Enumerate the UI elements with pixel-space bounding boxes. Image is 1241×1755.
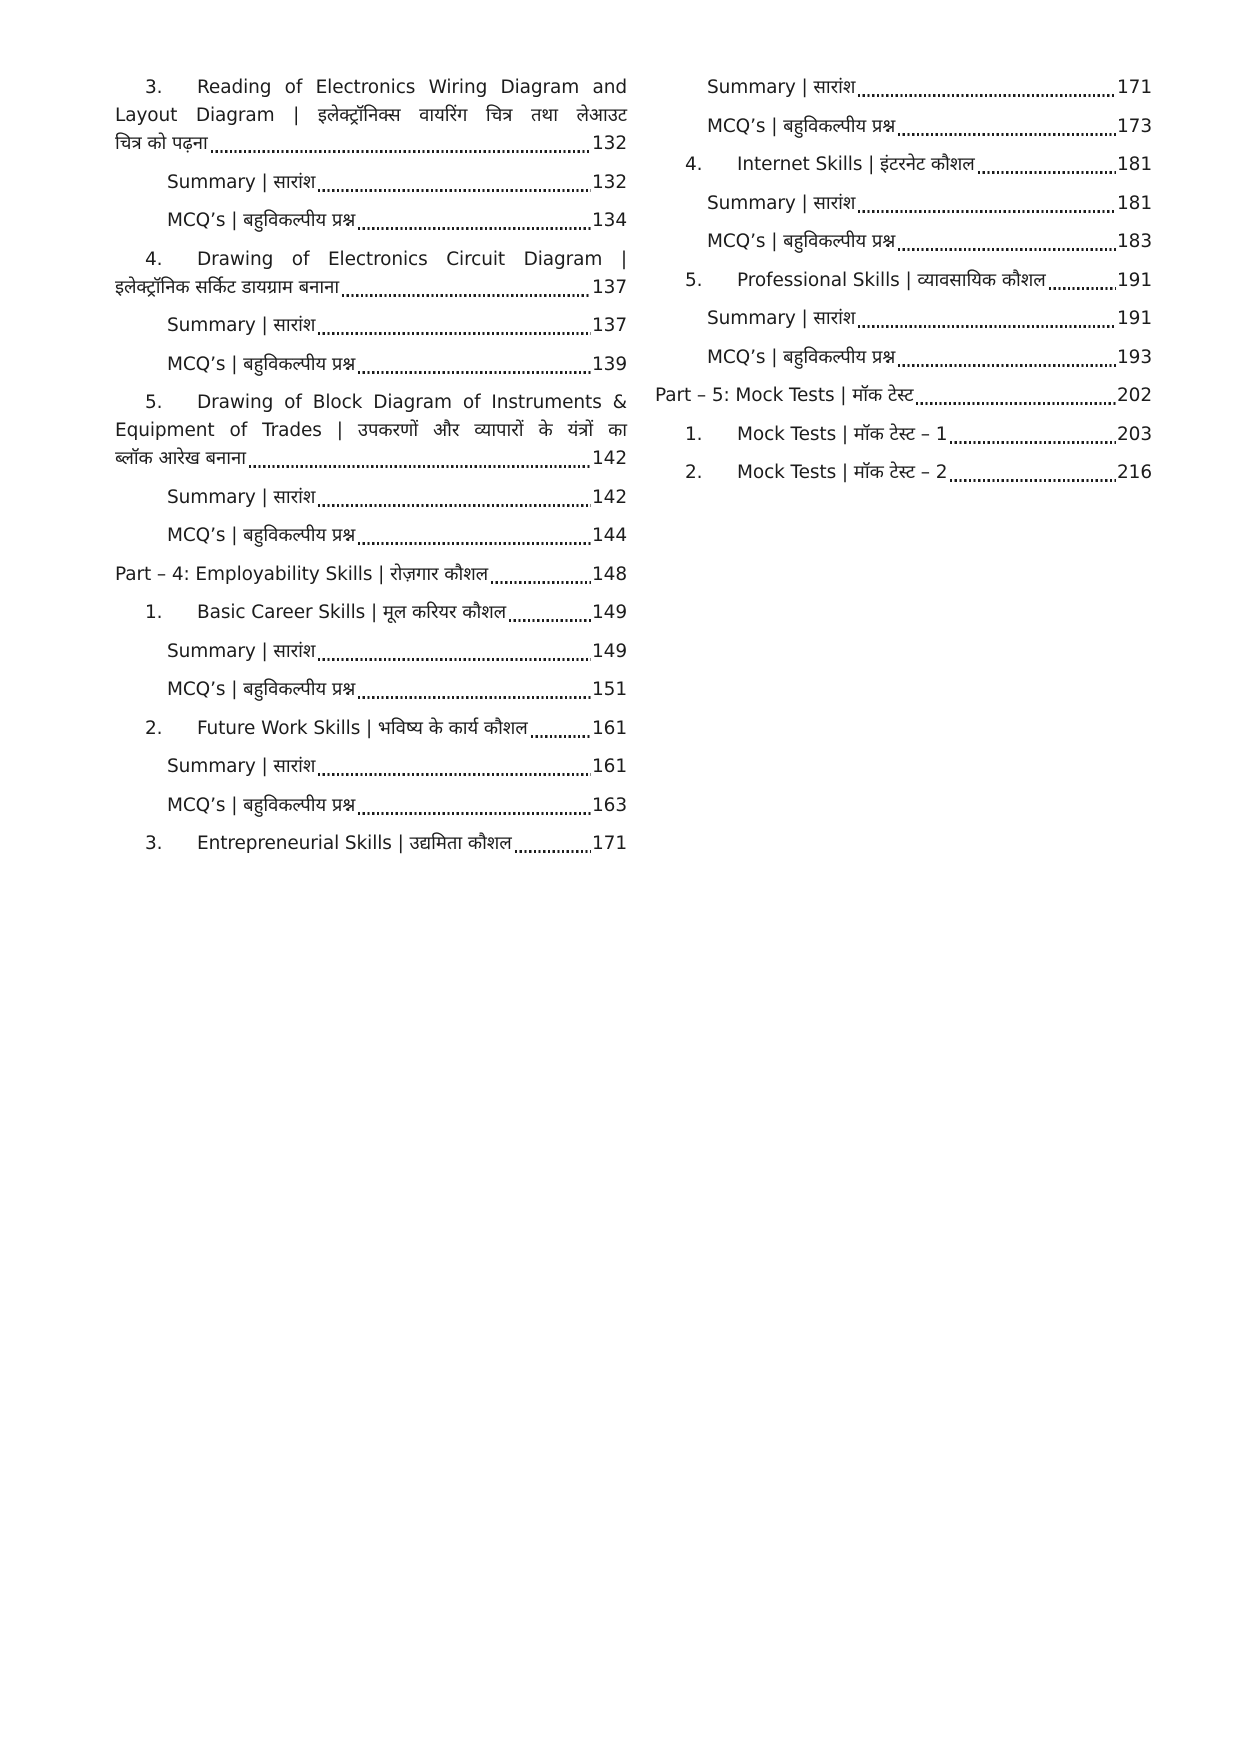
toc-line xyxy=(115,561,627,589)
chapter-number: 1. xyxy=(145,602,163,623)
entry-text: Summary | सारांश xyxy=(707,308,856,329)
dot-leader xyxy=(858,325,1116,328)
dot-leader xyxy=(318,332,591,335)
toc-line xyxy=(115,389,627,417)
toc-line xyxy=(167,792,627,820)
toc-section-entry xyxy=(655,190,1152,218)
toc-line xyxy=(167,207,627,235)
page-number: 173 xyxy=(1116,115,1152,137)
dot-leader xyxy=(358,696,591,699)
chapter-number: 1. xyxy=(685,423,703,445)
toc-line xyxy=(115,102,627,130)
toc-section-entry xyxy=(115,522,627,550)
entry-text: Drawing of Block Diagram of Instruments & xyxy=(197,392,627,413)
toc-section-entry xyxy=(115,753,627,781)
entry-text: Basic Career Skills | मूल करियर कौशल xyxy=(197,602,507,623)
toc-line xyxy=(707,113,1152,141)
toc-line xyxy=(115,830,627,858)
entry-text: Summary | सारांश xyxy=(707,77,856,98)
entry-text: Layout Diagram | इलेक्ट्रॉनिक्स वायरिंग चित्र तथा लेआउट xyxy=(115,105,627,126)
entry-text: Future Work Skills | भविष्य के कार्य कौशल xyxy=(197,717,528,739)
toc-section-entry xyxy=(655,344,1152,372)
entry-text: MCQ’s | बहुविकल्पीय प्रश्न xyxy=(167,525,356,546)
entry-text: Summary | सारांश xyxy=(167,640,316,662)
dot-leader xyxy=(358,371,591,374)
page-number: 139 xyxy=(591,353,627,375)
dot-leader xyxy=(211,150,591,153)
page-number: 149 xyxy=(591,640,627,662)
toc-line xyxy=(707,228,1152,256)
chapter-number: 2. xyxy=(145,717,163,739)
dot-leader xyxy=(509,619,591,622)
dot-leader xyxy=(342,294,591,297)
dot-leader xyxy=(318,773,591,776)
toc-chapter-entry xyxy=(655,267,1152,295)
entry-text: Entrepreneurial Skills | उद्यमिता कौशल xyxy=(197,833,512,854)
toc-line xyxy=(167,638,627,666)
page-number: 181 xyxy=(1116,192,1152,214)
toc-section-entry xyxy=(655,305,1152,333)
toc-line xyxy=(167,312,627,340)
toc-section-entry xyxy=(115,792,627,820)
toc-line xyxy=(115,274,627,302)
toc-chapter-entry xyxy=(115,830,627,858)
toc-line xyxy=(115,445,627,473)
entry-text: MCQ’s | बहुविकल्पीय प्रश्न xyxy=(167,353,356,375)
toc-chapter-entry xyxy=(115,599,627,627)
toc-line xyxy=(115,246,627,274)
toc-column-left xyxy=(115,74,627,869)
toc-line xyxy=(115,417,627,445)
page-number: 171 xyxy=(1116,77,1152,98)
toc-line xyxy=(655,421,1152,449)
toc-line xyxy=(167,169,627,197)
toc-line xyxy=(115,130,627,158)
entry-text: Part – 4: Employability Skills | रोज़गार कौशल xyxy=(115,563,489,585)
entry-text: Reading of Electronics Wiring Diagram and xyxy=(197,77,627,98)
dot-leader xyxy=(858,94,1116,97)
page-number: 144 xyxy=(591,525,627,546)
entry-text: ब्लॉक आरेख बनाना xyxy=(115,448,246,469)
page-number: 216 xyxy=(1116,462,1152,483)
chapter-number: 3. xyxy=(145,833,163,854)
toc-section-entry xyxy=(655,113,1152,141)
toc-line xyxy=(655,267,1152,295)
toc-column-right xyxy=(655,74,1152,498)
entry-text: Equipment of Trades | उपकरणों और व्यापारों के यंत्रों का xyxy=(115,420,627,441)
toc-chapter-entry xyxy=(655,459,1152,487)
page-number: 134 xyxy=(591,210,627,231)
dot-leader xyxy=(950,479,1116,482)
page-number: 137 xyxy=(591,276,627,298)
page-number: 202 xyxy=(1116,385,1152,406)
toc-line xyxy=(167,522,627,550)
toc-line xyxy=(655,459,1152,487)
entry-text: MCQ’s | बहुविकल्पीय प्रश्न xyxy=(707,231,896,252)
page-number: 149 xyxy=(591,602,627,623)
toc-chapter-entry xyxy=(655,151,1152,179)
chapter-number: 2. xyxy=(685,462,703,483)
page-number: 132 xyxy=(591,171,627,193)
entry-text: Drawing of Electronics Circuit Diagram | xyxy=(197,248,627,270)
entry-text: MCQ’s | बहुविकल्पीय प्रश्न xyxy=(167,679,356,700)
entry-text: Mock Tests | मॉक टेस्ट – 2 xyxy=(737,462,948,483)
page-number: 137 xyxy=(591,315,627,336)
toc-chapter-entry xyxy=(115,74,627,158)
entry-text: Mock Tests | मॉक टेस्ट – 1 xyxy=(737,423,948,445)
toc-section-entry xyxy=(115,169,627,197)
page-number: 161 xyxy=(591,756,627,777)
page-number: 142 xyxy=(591,486,627,508)
chapter-number: 5. xyxy=(685,269,703,291)
entry-text: इलेक्ट्रॉनिक सर्किट डायग्राम बनाना xyxy=(115,276,340,298)
toc-section-entry xyxy=(655,74,1152,102)
toc-chapter-entry xyxy=(115,389,627,473)
dot-leader xyxy=(950,441,1116,444)
toc-section-entry xyxy=(115,484,627,512)
entry-text: चित्र को पढ़ना xyxy=(115,133,208,154)
entry-text: MCQ’s | बहुविकल्पीय प्रश्न xyxy=(167,210,356,231)
toc-line xyxy=(167,753,627,781)
page-number: 142 xyxy=(591,448,627,469)
toc-line xyxy=(707,190,1152,218)
page-number: 132 xyxy=(591,133,627,154)
entry-text: Part – 5: Mock Tests | मॉक टेस्ट xyxy=(655,385,914,406)
dot-leader xyxy=(249,465,591,468)
page-number: 191 xyxy=(1116,308,1152,329)
dot-leader xyxy=(358,227,591,230)
dot-leader xyxy=(1049,287,1116,290)
entry-text: Summary | सारांश xyxy=(167,486,316,508)
entry-text: Summary | सारांश xyxy=(167,315,316,336)
toc-section-entry xyxy=(115,638,627,666)
entry-text: MCQ’s | बहुविकल्पीय प्रश्न xyxy=(707,346,896,368)
toc-section-entry xyxy=(115,312,627,340)
chapter-number: 4. xyxy=(685,154,703,175)
entry-text: Internet Skills | इंटरनेट कौशल xyxy=(737,154,975,175)
chapter-number: 3. xyxy=(145,77,163,98)
dot-leader xyxy=(358,542,591,545)
dot-leader xyxy=(318,658,591,661)
toc-line xyxy=(707,305,1152,333)
entry-text: MCQ’s | बहुविकल्पीय प्रश्न xyxy=(707,115,896,137)
dot-leader xyxy=(491,581,591,584)
toc-line xyxy=(167,484,627,512)
toc-line xyxy=(655,151,1152,179)
toc-section-entry xyxy=(115,207,627,235)
page-number: 191 xyxy=(1116,269,1152,291)
dot-leader xyxy=(531,735,591,738)
page-number: 183 xyxy=(1116,231,1152,252)
page-number: 203 xyxy=(1116,423,1152,445)
toc-section-entry xyxy=(115,676,627,704)
toc-section-entry xyxy=(655,228,1152,256)
toc-line xyxy=(707,344,1152,372)
toc-line xyxy=(115,599,627,627)
dot-leader xyxy=(978,171,1116,174)
dot-leader xyxy=(858,210,1116,213)
toc-line xyxy=(655,382,1152,410)
page-number: 148 xyxy=(591,563,627,585)
page-number: 151 xyxy=(591,679,627,700)
toc-chapter-entry xyxy=(115,715,627,743)
dot-leader xyxy=(898,248,1116,251)
page-number: 161 xyxy=(591,717,627,739)
dot-leader xyxy=(898,133,1116,136)
toc-part-heading xyxy=(655,382,1152,410)
page-number: 163 xyxy=(591,794,627,816)
chapter-number: 4. xyxy=(145,248,163,270)
toc-chapter-entry xyxy=(115,246,627,302)
dot-leader xyxy=(916,402,1116,405)
toc-line xyxy=(167,676,627,704)
dot-leader xyxy=(515,850,591,853)
entry-text: Summary | सारांश xyxy=(167,756,316,777)
toc-section-entry xyxy=(115,351,627,379)
dot-leader xyxy=(318,189,591,192)
page-number: 193 xyxy=(1116,346,1152,368)
toc-line xyxy=(167,351,627,379)
toc-chapter-entry xyxy=(655,421,1152,449)
dot-leader xyxy=(358,812,591,815)
entry-text: Summary | सारांश xyxy=(167,171,316,193)
toc-line xyxy=(707,74,1152,102)
toc-part-heading xyxy=(115,561,627,589)
entry-text: MCQ’s | बहुविकल्पीय प्रश्न xyxy=(167,794,356,816)
entry-text: Summary | सारांश xyxy=(707,192,856,214)
toc-line xyxy=(115,74,627,102)
page-number: 181 xyxy=(1116,154,1152,175)
toc-line xyxy=(115,715,627,743)
chapter-number: 5. xyxy=(145,392,163,413)
page-number: 171 xyxy=(591,833,627,854)
entry-text: Professional Skills | व्यावसायिक कौशल xyxy=(737,269,1046,291)
dot-leader xyxy=(898,364,1116,367)
dot-leader xyxy=(318,504,591,507)
